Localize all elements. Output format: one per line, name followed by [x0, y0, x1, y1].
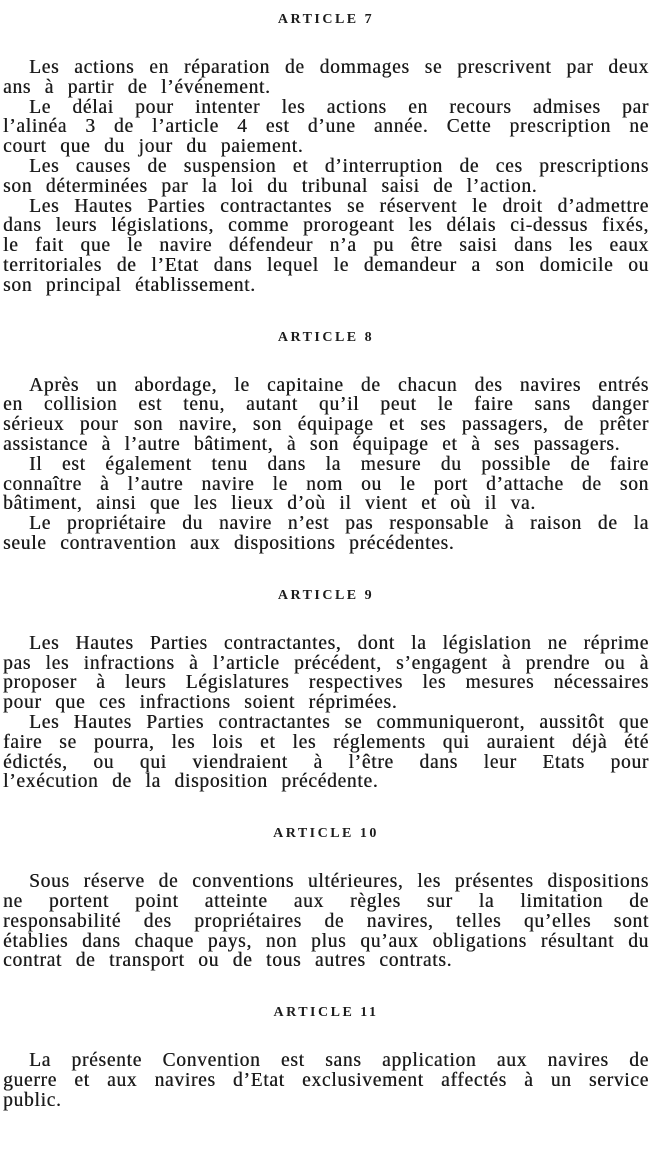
article-paragraph: Les Hautes Parties contractantes se réservent le droit d’admettre dans leurs législations, comme prorogeant les délais ci-dessus fixés, le fait que le navire défendeur n’a pu être saisi dans les eaux territoriales de l’Etat dans lequel le demandeur a son domicile ou son principal établissement. — [3, 195, 649, 296]
article-paragraph: Le propriétaire du navire n’est pas responsable à raison de la seule contravention aux dispositions précédentes. — [3, 513, 649, 554]
document-body — [3, 12, 649, 1110]
article-section — [3, 12, 649, 296]
article-paragraph: Après un abordage, le capitaine de chacun des navires entrés en collision est tenu, autant qu’il peut le faire sans danger sérieux pour son navire, son équipage et ses passagers, de prêter assistance à l’autre bâtiment, à son équipage et à ses passagers. — [3, 374, 649, 455]
article-section — [3, 330, 649, 554]
article-heading: ARTICLE 8 — [277, 329, 375, 345]
article-paragraph: Sous réserve de conventions ultérieures, les présentes dispositions ne portent point atteinte aux règles sur la limitation de responsabilité des propriétaires de navires, telles qu’elles sont établies dans chaque pays, non plus qu’aux obligations résultant du contrat de transport ou de tous autres contrats. — [3, 871, 649, 972]
article-paragraph: Il est également tenu dans la mesure du possible de faire connaître à l’autre navire le nom ou le port d’attache de son bâtiment, ainsi que les lieux d’où il vient et où il va. — [3, 453, 649, 515]
article-heading: ARTICLE 7 — [277, 12, 375, 27]
article-heading: ARTICLE 10 — [273, 826, 379, 842]
article-section — [3, 588, 649, 792]
article-paragraph: Les actions en réparation de dommages se prescrivent par deux ans à partir de l’événement. — [3, 57, 649, 98]
article-section — [3, 1005, 649, 1110]
article-section — [3, 826, 649, 971]
article-paragraph: Les causes de suspension et d’interruption de ces prescriptions son déterminées par la loi du tribunal saisi de l’action. — [3, 155, 649, 197]
article-paragraph: Le délai pour intenter les actions en recours admises par l’alinéa 3 de l’article 4 est d’une année. Cette prescription ne court que du jour du paiement. — [3, 96, 649, 158]
article-paragraph: Les Hautes Parties contractantes, dont la législation ne réprime pas les infractions à l’article précédent, s’engagent à prendre ou à proposer à leurs Législatures respectives les mesures nécessaires pour que ces infractions soient réprimées. — [3, 632, 649, 714]
article-heading: ARTICLE 11 — [273, 1005, 379, 1021]
article-paragraph: Les Hautes Parties contractantes se communiqueront, aussitôt que faire se pourra, les lois et les réglements qui auraient déjà été édictés, ou qui viendraient à l’être dans leur Etats pour l’exécution de la disposition précédente. — [3, 711, 649, 793]
article-paragraph: La présente Convention est sans application aux navires de guerre et aux navires d’Etat exclusivement affectés à un service public. — [3, 1050, 649, 1111]
article-heading: ARTICLE 9 — [277, 587, 375, 603]
